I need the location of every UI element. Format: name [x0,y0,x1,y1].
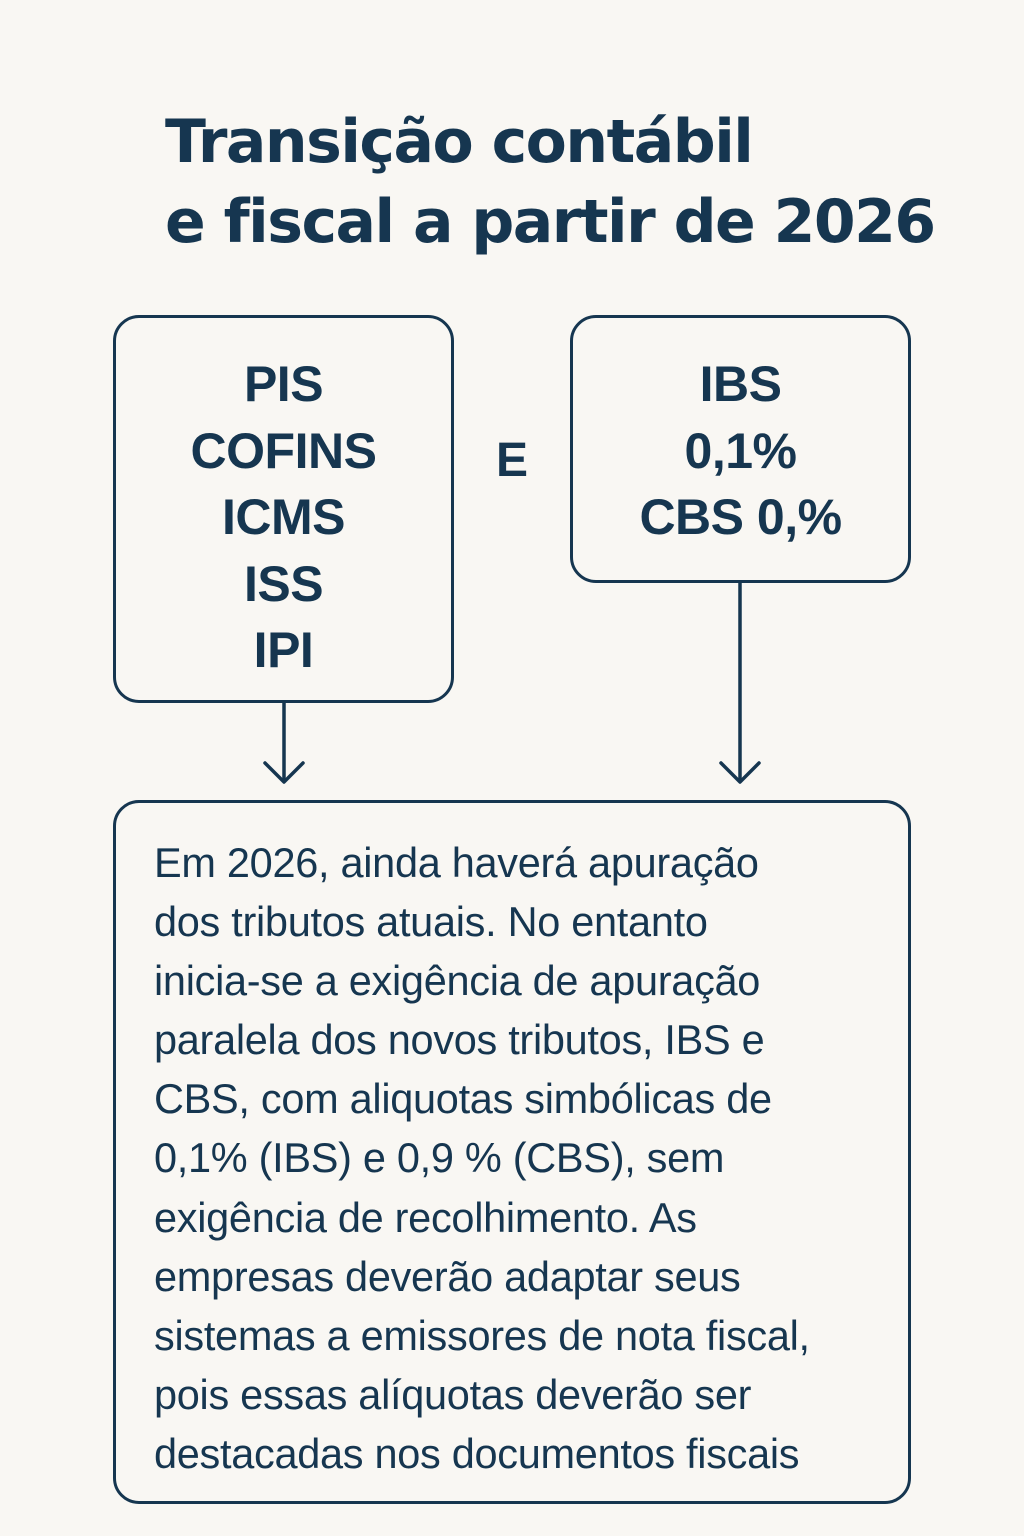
connector-label: E [495,434,528,487]
explanation-line: pois essas alíquotas deverão ser [154,1370,752,1418]
tax-item-iss: ISS [243,555,324,612]
explanation-line: exigência de recolhimento. As [154,1193,697,1241]
current-taxes-box [113,315,454,703]
new-taxes-box [570,315,911,583]
explanation-line: empresas deverão adaptar seus [154,1252,741,1300]
page-title [165,102,985,262]
tax-item-cofins: COFINS [190,422,377,479]
explanation-line: CBS, com aliquotas simbólicas de [154,1075,772,1123]
title-line-1: Transição contábil [165,107,753,177]
explanation-line: inicia-se a exigência de apuração [154,957,761,1005]
explanation-line: paralela dos novos tributos, IBS e [154,1016,765,1064]
explanation-box [113,800,911,1504]
title-line-2: e fiscal a partir de 2026 [165,187,935,257]
new-taxes-list [573,351,908,551]
explanation-line: 0,1% (IBS) e 0,9 % (CBS), sem [154,1134,725,1182]
arrow-down-icon [721,583,759,782]
tax-item-ibs-rate: 0,1% [684,422,797,479]
arrow-down-icon [265,703,303,782]
explanation-text [154,833,894,1483]
tax-item-ibs: IBS [699,356,782,412]
explanation-line: destacadas nos documentos fiscais [154,1429,800,1477]
tax-item-icms: ICMS [222,489,345,545]
explanation-line: dos tributos atuais. No entanto [154,898,708,946]
explanation-line: sistemas a emissores de nota fiscal, [154,1311,810,1359]
explanation-line: Em 2026, ainda haverá apuração [154,839,759,886]
tax-item-cbs-rate: CBS 0,% [639,489,842,545]
tax-item-ipi: IPI [253,622,314,678]
current-taxes-list [116,351,451,684]
tax-item-pis: PIS [243,356,324,412]
